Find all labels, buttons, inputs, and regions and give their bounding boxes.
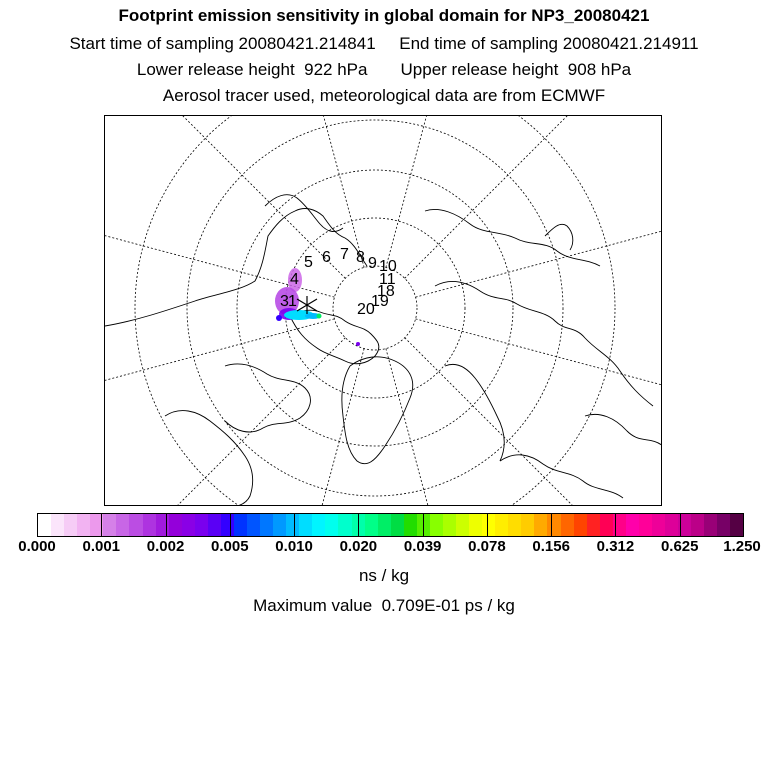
colorbar-tick-label: 0.039 <box>403 538 442 555</box>
colorbar <box>37 513 744 537</box>
colorbar-cell <box>129 514 142 536</box>
coastlines <box>105 195 662 506</box>
coast-alaska <box>265 195 343 232</box>
colorbar-cell <box>182 514 195 536</box>
meridian-11 <box>416 127 662 297</box>
colorbar-cell <box>495 514 508 536</box>
colorbar-cell <box>299 514 312 536</box>
colorbar-cell <box>325 514 338 536</box>
colorbar-tick-label: 1.250 <box>723 538 761 555</box>
colorbar-separator <box>615 514 616 536</box>
traj-label-18: 18 <box>377 283 395 300</box>
coast-greenland <box>342 357 413 464</box>
colorbar-cell <box>51 514 64 536</box>
colorbar-tick-label: 0.625 <box>660 538 699 555</box>
colorbar-cell <box>561 514 574 536</box>
colorbar-cell <box>208 514 221 536</box>
traj-label-9: 9 <box>368 255 377 272</box>
colorbar-cell <box>574 514 587 536</box>
colorbar-cell <box>156 514 169 536</box>
colorbar-cell <box>404 514 417 536</box>
colorbar-separator <box>166 514 167 536</box>
polar-map <box>104 115 662 506</box>
traj-label-5: 5 <box>304 254 313 271</box>
colorbar-separator <box>487 514 488 536</box>
colorbar-tick-label: 0.156 <box>532 538 570 555</box>
coast-asia-south <box>585 414 662 446</box>
colorbar-tick-label: 0.000 <box>18 538 56 555</box>
colorbar-cell <box>195 514 208 536</box>
traj-label-7: 7 <box>340 246 349 263</box>
title-line-4: Aerosol tracer used, meteorological data are from ECMWF <box>162 86 606 105</box>
coast-labrador <box>165 411 253 506</box>
colorbar-cell <box>338 514 351 536</box>
colorbar-cell <box>443 514 456 536</box>
colorbar-cell <box>143 514 156 536</box>
traj-label-6: 6 <box>322 249 331 266</box>
traj-label-3: 3 <box>280 293 289 310</box>
colorbar-units: ns / kg <box>358 566 410 585</box>
colorbar-cell <box>273 514 286 536</box>
colorbar-cell <box>704 514 717 536</box>
colorbar-cell <box>626 514 639 536</box>
colorbar-cell <box>730 514 743 536</box>
colorbar-cell <box>717 514 730 536</box>
colorbar-cell <box>508 514 521 536</box>
colorbar-cell <box>665 514 678 536</box>
meridian-9 <box>386 116 556 267</box>
colorbar-tick-label: 0.312 <box>596 538 635 555</box>
colorbar-cell <box>691 514 704 536</box>
colorbar-cell <box>77 514 90 536</box>
colorbar-tick-label: 0.078 <box>468 538 506 555</box>
colorbar-cell <box>365 514 378 536</box>
colorbar-tick-label: 0.005 <box>211 538 249 555</box>
colorbar-cell <box>639 514 652 536</box>
plume-peak-green <box>317 314 322 319</box>
title-line-2: Start time of sampling 20080421.214841 End time of sampling 20080421.214911 <box>69 34 699 53</box>
meridian-1 <box>405 338 662 506</box>
plume-edge <box>276 315 282 321</box>
meridian-8 <box>194 116 364 267</box>
colorbar-cell <box>64 514 77 536</box>
colorbar-separator <box>101 514 102 536</box>
colorbar-cell <box>430 514 443 536</box>
coast-siberia <box>435 281 653 406</box>
plume-speck <box>356 342 360 346</box>
colorbar-ticks <box>0 538 768 558</box>
colorbar-cell <box>600 514 613 536</box>
coast-russia-east <box>425 209 600 266</box>
colorbar-cell <box>391 514 404 536</box>
traj-label-19: 19 <box>371 293 389 310</box>
colorbar-cell <box>547 514 560 536</box>
colorbar-tick-label: 0.020 <box>339 538 378 555</box>
colorbar-cell <box>169 514 182 536</box>
coast-hudson <box>225 364 310 432</box>
colorbar-separator <box>680 514 681 536</box>
meridian-10 <box>405 116 662 278</box>
colorbar-cell <box>521 514 534 536</box>
traj-label-11: 11 <box>379 271 396 288</box>
colorbar-separator <box>358 514 359 536</box>
colorbar-separator <box>423 514 424 536</box>
colorbar-cell <box>103 514 116 536</box>
colorbar-tick-label: 0.010 <box>275 538 313 555</box>
coast-north-america <box>105 209 367 326</box>
latitude-circles <box>135 116 615 506</box>
meridian-3 <box>194 349 364 506</box>
title-line-3: Lower release height 922 hPa Upper release height 908 hPa <box>136 60 632 79</box>
lat-circle-40 <box>135 116 615 506</box>
coast-europe <box>500 455 623 498</box>
colorbar-cell <box>247 514 260 536</box>
colorbar-cell <box>234 514 247 536</box>
colorbar-cell <box>469 514 482 536</box>
title-line-1: Footprint emission sensitivity in global domain for NP3_20080421 <box>118 6 650 25</box>
colorbar-cell <box>652 514 665 536</box>
colorbar-cell <box>456 514 469 536</box>
colorbar-cell <box>482 514 495 536</box>
colorbar-cell <box>534 514 547 536</box>
meridian-0 <box>416 319 662 489</box>
colorbar-cell <box>221 514 234 536</box>
colorbar-tick-label: 0.002 <box>146 538 185 555</box>
traj-label-8: 8 <box>356 249 365 266</box>
maximum-value-text: Maximum value 0.709E-01 ps / kg <box>253 596 515 615</box>
colorbar-separator <box>230 514 231 536</box>
colorbar-cell <box>260 514 273 536</box>
colorbar-separator <box>551 514 552 536</box>
coast-scandinavia <box>445 364 504 461</box>
traj-label-1: 1 <box>288 293 297 310</box>
colorbar-cell <box>116 514 129 536</box>
colorbar-cell <box>286 514 299 536</box>
colorbar-cell <box>587 514 600 536</box>
colorbar-cell <box>378 514 391 536</box>
colorbar-tick-label: 0.001 <box>82 538 121 555</box>
colorbar-separator <box>294 514 295 536</box>
traj-label-20: 20 <box>357 301 375 318</box>
traj-label-4: 4 <box>290 271 299 288</box>
colorbar-cell <box>38 514 51 536</box>
traj-label-10: 10 <box>379 258 397 275</box>
colorbar-cell <box>312 514 325 536</box>
map-canvas <box>105 116 662 506</box>
meridian-2 <box>386 349 556 506</box>
